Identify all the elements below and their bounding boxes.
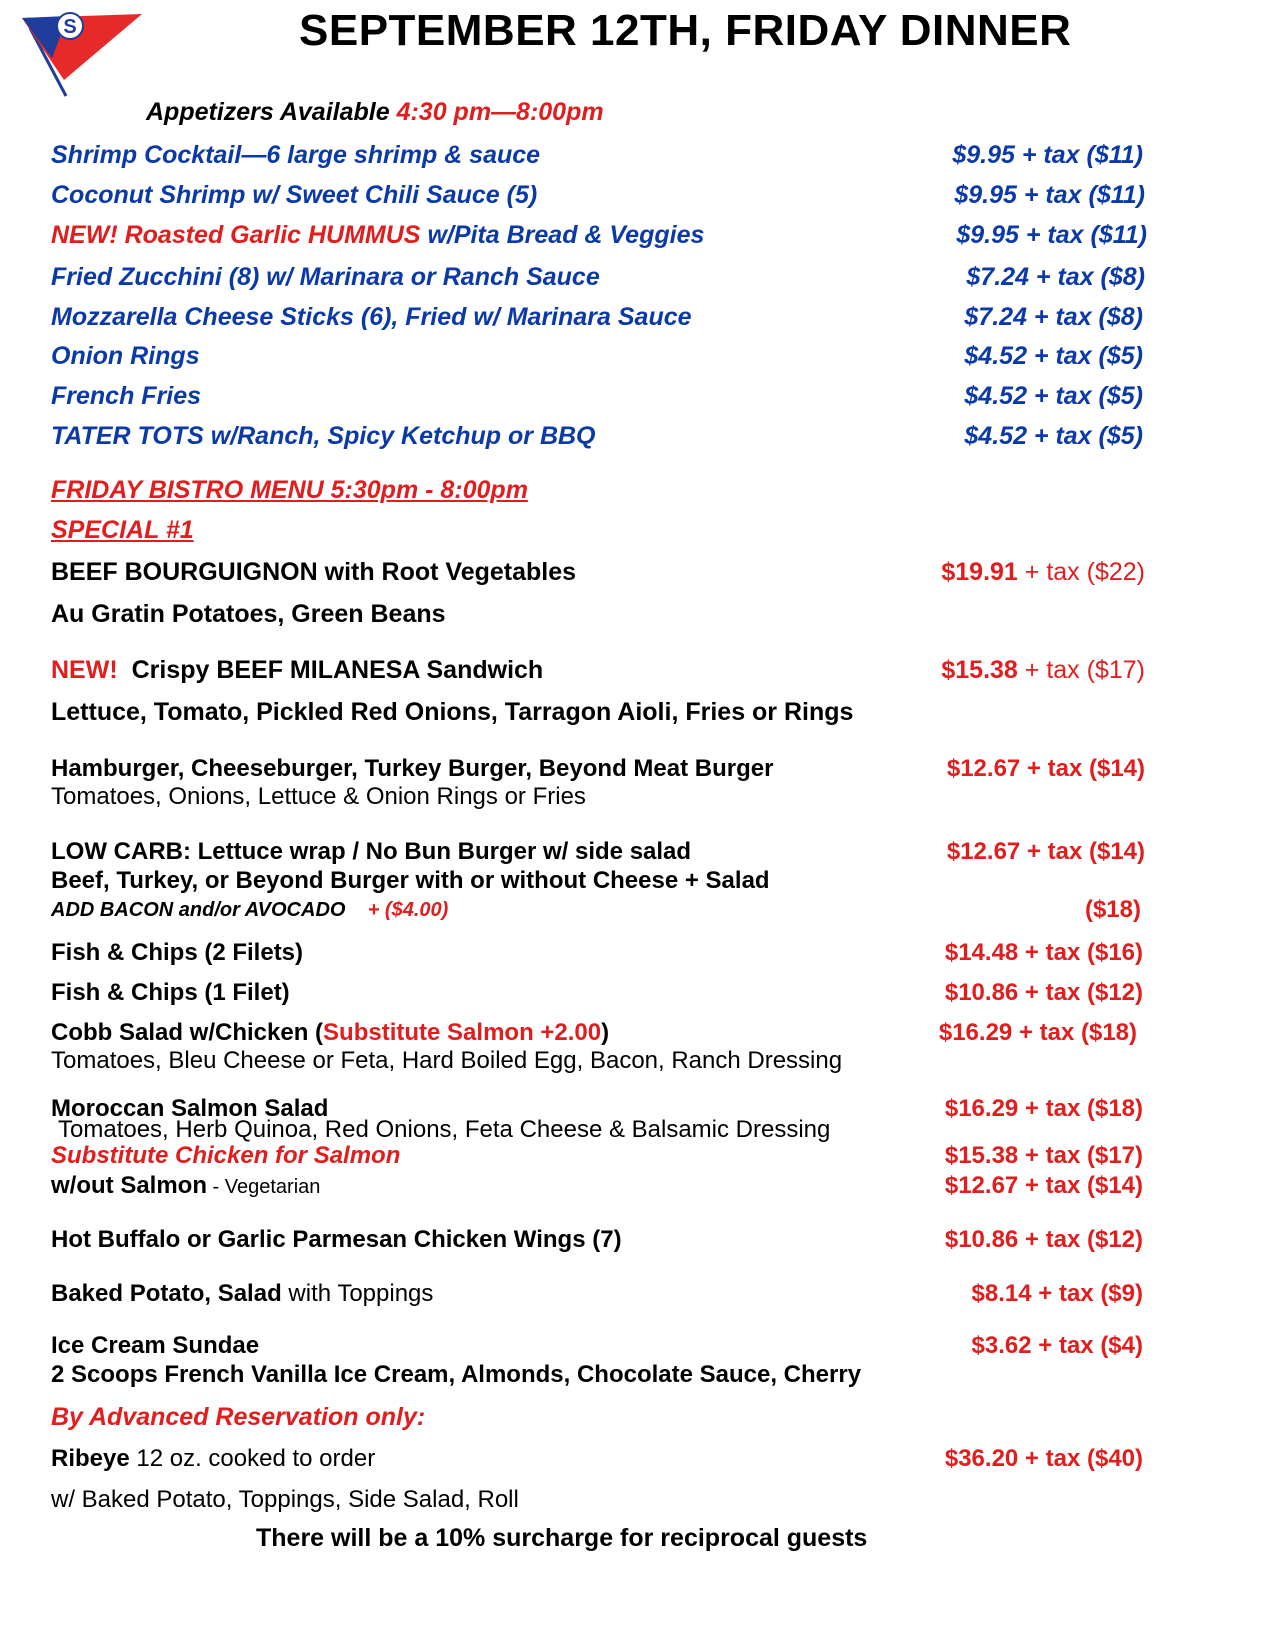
low-carb-addon	[51, 899, 448, 922]
vegetarian-note: - Vegetarian	[207, 1176, 321, 1198]
appetizer-name: Mozzarella Cheese Sticks (6), Fried w/ Marinara Sauce	[51, 303, 692, 331]
cobb-desc: Tomatoes, Bleu Cheese or Feta, Hard Boiled Egg, Bacon, Ranch Dressing	[51, 1047, 843, 1074]
sundae-name: Ice Cream Sundae	[51, 1332, 260, 1359]
fish-one-name: Fish & Chips (1 Filet)	[51, 979, 290, 1006]
appetizer-name: Coconut Shrimp w/ Sweet Chili Sauce (5)	[51, 181, 538, 209]
appetizers-time: 4:30 pm—8:00pm	[396, 98, 604, 126]
hummus-new-label: NEW! Roasted Garlic HUMMUS	[51, 221, 421, 249]
milanesa-title: Crispy BEEF MILANESA Sandwich	[131, 656, 544, 684]
appetizer-price: $4.52 + tax ($5)	[964, 422, 1143, 450]
moroccan-name: Moroccan Salmon Salad	[51, 1095, 329, 1122]
moroccan-price: $16.29 + tax ($18)	[944, 1095, 1143, 1122]
appetizer-name: Fried Zucchini (8) w/ Marinara or Ranch Sauce	[51, 263, 600, 291]
fish-two-price: $14.48 + tax ($16)	[944, 939, 1143, 966]
moroccan-sub-chicken: Substitute Chicken for Salmon	[51, 1142, 401, 1169]
milanesa-desc: Lettuce, Tomato, Pickled Red Onions, Tarragon Aioli, Fries or Rings	[51, 698, 854, 726]
cobb-close: )	[601, 1019, 610, 1046]
burgers-price: $12.67 + tax ($14)	[946, 755, 1145, 782]
moroccan-without	[51, 1172, 320, 1200]
appetizer-price: $7.24 + tax ($8)	[966, 263, 1145, 291]
appetizer-name-hummus	[51, 221, 704, 250]
wings-price: $10.86 + tax ($12)	[944, 1226, 1143, 1253]
club-burgee-logo	[8, 0, 148, 105]
potato-title: Baked Potato, Salad	[51, 1280, 282, 1307]
page-title: SEPTEMBER 12TH, FRIDAY DINNER	[299, 6, 1072, 55]
moroccan-desc: Tomatoes, Herb Quinoa, Red Onions, Feta Cheese & Balsamic Dressing	[58, 1116, 831, 1143]
wings-name: Hot Buffalo or Garlic Parmesan Chicken Wings (7)	[51, 1226, 622, 1253]
bistro-menu-heading: FRIDAY BISTRO MENU 5:30pm - 8:00pm	[51, 476, 528, 504]
low-carb-price: $12.67 + tax ($14)	[946, 838, 1145, 865]
ribeye-price: $36.20 + tax ($40)	[944, 1445, 1143, 1472]
milanesa-price	[941, 656, 1145, 685]
cobb-title: Cobb Salad w/Chicken (	[51, 1019, 324, 1046]
ribeye-name	[51, 1445, 375, 1473]
special-desc: Au Gratin Potatoes, Green Beans	[51, 600, 446, 628]
potato-toppings: with Toppings	[281, 1280, 434, 1307]
surcharge-note: There will be a 10% surcharge for reciprocal guests	[256, 1524, 868, 1552]
cobb-price: $16.29 + tax ($18)	[938, 1019, 1137, 1046]
sundae-price: $3.62 + tax ($4)	[971, 1332, 1143, 1359]
appetizer-name: French Fries	[51, 382, 202, 410]
appetizer-price: $4.52 + tax ($5)	[964, 382, 1143, 410]
low-carb-name: LOW CARB: Lettuce wrap / No Bun Burger w/ side salad	[51, 838, 692, 865]
ribeye-desc: w/ Baked Potato, Toppings, Side Salad, Roll	[51, 1486, 519, 1513]
special-price-main: $19.91	[941, 558, 1018, 586]
appetizer-name: TATER TOTS w/Ranch, Spicy Ketchup or BBQ	[51, 422, 596, 450]
appetizer-name: Onion Rings	[51, 342, 200, 370]
appetizer-name: Shrimp Cocktail—6 large shrimp & sauce	[51, 141, 541, 169]
cobb-substitute: Substitute Salmon +2.00	[323, 1019, 602, 1046]
cobb-name	[51, 1019, 609, 1047]
special-price-rest: + tax ($22)	[1017, 558, 1145, 586]
without-salmon-label: w/out Salmon	[51, 1172, 207, 1199]
special-name: BEEF BOURGUIGNON with Root Vegetables	[51, 558, 577, 586]
fish-two-name: Fish & Chips (2 Filets)	[51, 939, 304, 966]
moroccan-without-price: $12.67 + tax ($14)	[944, 1172, 1143, 1199]
burgers-name: Hamburger, Cheeseburger, Turkey Burger, Beyond Meat Burger	[51, 755, 774, 782]
fish-one-price: $10.86 + tax ($12)	[944, 979, 1143, 1006]
burgers-desc: Tomatoes, Onions, Lettuce & Onion Rings or Fries	[51, 783, 586, 810]
appetizer-price: $4.52 + tax ($5)	[964, 342, 1143, 370]
appetizer-price: $9.95 + tax ($11)	[954, 181, 1145, 209]
sundae-desc: 2 Scoops French Vanilla Ice Cream, Almonds, Chocolate Sauce, Cherry	[51, 1361, 862, 1388]
new-label: NEW!	[51, 656, 118, 684]
milanesa-name	[51, 656, 543, 685]
appetizer-price: $9.95 + tax ($11)	[952, 141, 1143, 169]
appetizer-price: $7.24 + tax ($8)	[964, 303, 1143, 331]
appetizers-label: Appetizers Available	[146, 98, 390, 126]
appetizers-heading	[146, 98, 604, 127]
appetizer-price: $9.95 + tax ($11)	[956, 221, 1147, 249]
ribeye-cook: 12 oz. cooked to order	[129, 1445, 376, 1472]
milanesa-price-rest: + tax ($17)	[1017, 656, 1145, 684]
potato-price: $8.14 + tax ($9)	[971, 1280, 1143, 1307]
hummus-sides: w/Pita Bread & Veggies	[427, 221, 705, 249]
ribeye-title: Ribeye	[51, 1445, 130, 1472]
moroccan-sub-chicken-price: $15.38 + tax ($17)	[944, 1142, 1143, 1169]
reservation-heading: By Advanced Reservation only:	[51, 1403, 426, 1431]
milanesa-price-main: $15.38	[941, 656, 1018, 684]
addon-label: ADD BACON and/or AVOCADO	[51, 899, 346, 921]
special-price	[941, 558, 1145, 587]
low-carb-addon-total: ($18)	[1084, 896, 1141, 923]
special-heading: SPECIAL #1	[51, 516, 194, 544]
potato-name	[51, 1280, 433, 1308]
addon-price: + ($4.00)	[367, 899, 449, 921]
low-carb-desc: Beef, Turkey, or Beyond Burger with or without Cheese + Salad	[51, 867, 770, 894]
burgee-letter: S	[63, 16, 77, 38]
